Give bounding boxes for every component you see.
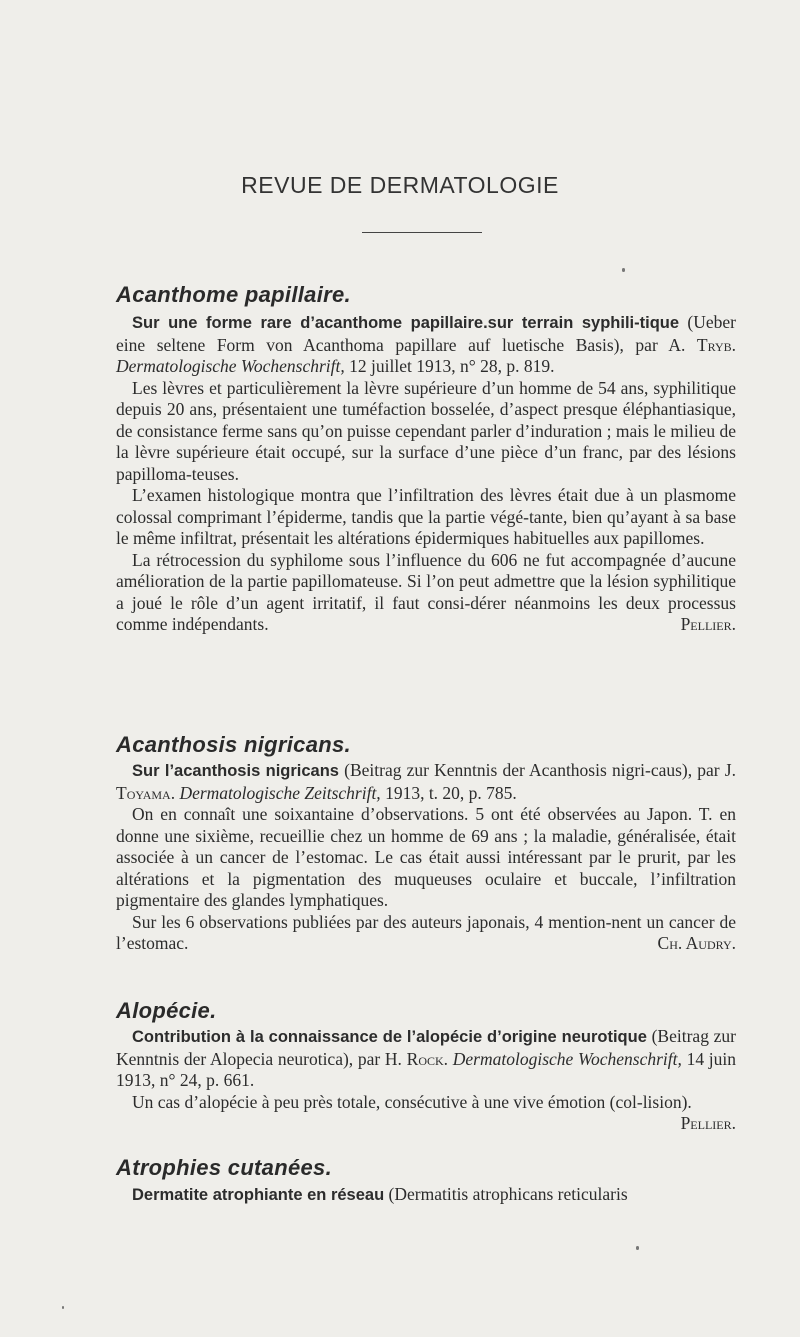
citation-text: (Beitrag zur Kenntnis der Acanthosis nigri-caus), par J. [338,760,736,780]
paragraph-text: Un cas d’alopécie à peu près totale, consécutive à une vive émotion (col-lision). [132,1091,692,1112]
paragraph-text: La rétrocession du syphilome sous l’influence du 606 ne fut accompagnée d’aucune amélioration de la partie papillomateuse. Si l’on peut admettre que la lésion syphilitique a joué le rôle d’un agent irritatif, il faut consi-dérer néanmoins les deux processus comme indépendants. [116,549,736,634]
section-body-acanthome [116,312,736,636]
paragraph: On en connaît une soixantaine d’observations. 5 ont été observées au Japon. T. en donne une sixième, recueillie chez un homme de 69 ans ; la maladie, généralisée, était associée à un cancer de l’estomac. Le cas était aussi intéressant par le prurit, par les altérations et la pigmentation des muqueuses oculaire et buccale, l’infiltration pigmentaire des glandes lymphatiques. [116,804,736,910]
author: Toyama. [116,782,176,803]
title-divider [362,232,482,233]
section-body-alopecie [116,1026,736,1135]
journal-name: Dermatologische Wochenschrift, [448,1048,682,1069]
section-heading-acanthosis: Acanthosis nigricans. [116,732,351,757]
article-title: Contribution à la connaissance de l’alopécie d’origine neurotique [132,1028,647,1046]
section-body-acanthosis [116,760,736,955]
paragraph [116,912,736,955]
citation-details: 14 juin 1913, n° 24, p. 661. [116,1048,736,1090]
author: Tryb. [696,334,736,355]
section-heading-acanthome: Acanthome papillaire. [116,282,351,307]
paragraph: L’examen histologique montra que l’infiltration des lèvres était due à un plasmome colossal comprimant l’épiderme, tandis que la partie végé-tante, bien qu’ayant à sa base le même infiltrat, présentait les altérations épidermiques habituelles aux papillomes. [116,485,736,548]
journal-name: Dermatologische Zeitschrift, [175,782,381,803]
citation-text: (Beitrag zur Kenntnis der Alopecia neurotica), par H. [116,1026,737,1069]
paragraph [116,1091,736,1133]
article-citation [116,312,736,378]
author: Rock. [406,1048,449,1069]
article-citation [116,1184,736,1207]
signature: Pellier. [680,614,736,634]
article-citation [116,1026,736,1092]
signature: Pellier. [680,1113,736,1133]
article-citation [116,760,736,804]
paragraph-text: Sur les 6 observations publiées par des auteurs japonais, 4 mention-nent un cancer de l’estomac. [116,911,736,953]
signature: Ch. Audry. [657,933,736,953]
section-heading-atrophies: Atrophies cutanées. [116,1155,332,1180]
citation-text: (Ueber eine seltene Form von Acanthoma papillare auf luetische Basis), par A. [116,312,737,355]
citation-details: 1913, t. 20, p. 785. [380,782,517,803]
print-speck [622,268,625,272]
paragraph [116,550,736,636]
article-title: Sur une forme rare d’acanthome papillaire.sur terrain syphili-tique [132,314,680,332]
section-body-atrophies [116,1184,736,1207]
citation-text: (Dermatitis atrophicans reticularis [384,1184,628,1204]
citation-details: 12 juillet 1913, n° 28, p. 819. [344,356,555,376]
print-speck [636,1246,639,1250]
print-speck [62,1306,64,1309]
article-title: Sur l’acanthosis nigricans [132,762,339,780]
page-title: REVUE DE DERMATOLOGIE [241,172,559,198]
paragraph: Les lèvres et particulièrement la lèvre supérieure d’un homme de 54 ans, syphilitique depuis 20 ans, présentaient une tuméfaction bosselée, d’aspect presque éléphantiasique, de consistance ferme sans qu’on puisse cependant parler d’induration ; mais le milieu de la lèvre supérieure était occupé, sur la surface d’une pièce d’un franc, par des lésions papilloma-teuses. [116,377,736,484]
journal-name: Dermatologische Wochenschrift, [116,356,345,376]
article-title: Dermatite atrophiante en réseau [132,1186,385,1204]
section-heading-alopecie: Alopécie. [116,998,217,1023]
